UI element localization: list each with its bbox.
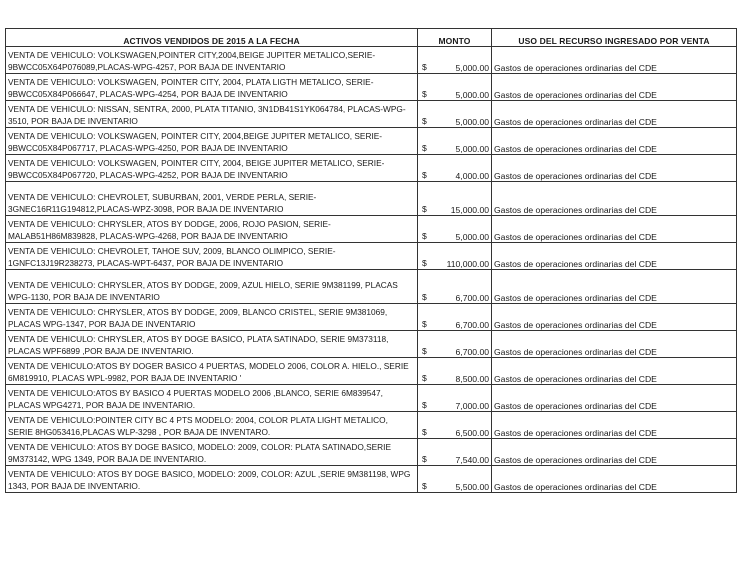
row-amount-cell — [418, 358, 492, 385]
currency-symbol: $ — [422, 143, 427, 153]
row-use: Gastos de operaciones ordinarias del CDE — [492, 385, 737, 412]
row-description: VENTA DE VEHICULO: CHRYSLER, ATOS BY DODGE, 2009, BLANCO CRISTEL, SERIE 9M381069, PLACAS WPG-1347, POR BAJA DE INVENTARIO — [6, 304, 418, 331]
table-row — [6, 47, 737, 74]
currency-symbol: $ — [422, 116, 427, 126]
row-description: VENTA DE VEHICULO: ATOS BY DOGE BASICO, MODELO: 2009, COLOR: AZUL ,SERIE 9M381198, WPG 1343, POR BAJA DE INVENTARIO. — [6, 466, 418, 493]
row-amount: 15,000.00 — [450, 205, 489, 215]
row-amount: 5,500.00 — [455, 482, 489, 492]
row-amount-cell — [418, 182, 492, 216]
row-amount-cell — [418, 439, 492, 466]
currency-symbol: $ — [422, 170, 427, 180]
currency-symbol: $ — [422, 292, 427, 302]
currency-symbol: $ — [422, 481, 427, 491]
row-use: Gastos de operaciones ordinarias del CDE — [492, 466, 737, 493]
row-amount: 8,500.00 — [455, 374, 489, 384]
header-description: ACTIVOS VENDIDOS DE 2015 A LA FECHA — [6, 29, 418, 47]
row-description: VENTA DE VEHICULO: CHEVROLET, TAHOE SUV, 2009, BLANCO OLIMPICO, SERIE-1GNFC13J19R238273, PLACAS-WPT-6437, POR BAJA DE INVENTARIO — [6, 243, 418, 270]
row-use: Gastos de operaciones ordinarias del CDE — [492, 128, 737, 155]
assets-sold-sheet — [5, 28, 736, 493]
row-amount-cell — [418, 155, 492, 182]
row-amount: 6,700.00 — [455, 347, 489, 357]
row-amount: 5,000.00 — [455, 144, 489, 154]
row-description: VENTA DE VEHICULO: VOLKSWAGEN, POINTER CITY, 2004, PLATA LIGTH METALICO, SERIE-9BWCC05X84P066647, PLACAS-WPG-4254, POR BAJA DE INVENTARIO — [6, 74, 418, 101]
row-use: Gastos de operaciones ordinarias del CDE — [492, 358, 737, 385]
currency-symbol: $ — [422, 231, 427, 241]
row-amount-cell — [418, 216, 492, 243]
row-amount: 4,000.00 — [455, 171, 489, 181]
row-amount: 5,000.00 — [455, 232, 489, 242]
table-row — [6, 216, 737, 243]
row-use: Gastos de operaciones ordinarias del CDE — [492, 74, 737, 101]
row-amount: 5,000.00 — [455, 117, 489, 127]
row-use: Gastos de operaciones ordinarias del CDE — [492, 216, 737, 243]
table-row — [6, 155, 737, 182]
row-description: VENTA DE VEHICULO:ATOS BY BASICO 4 PUERTAS MODELO 2006 ,BLANCO, SERIE 6M839547, PLACAS WPG4271, POR BAJA DE INVENTARIO. — [6, 385, 418, 412]
table-row — [6, 439, 737, 466]
row-use: Gastos de operaciones ordinarias del CDE — [492, 412, 737, 439]
table-row — [6, 128, 737, 155]
row-use: Gastos de operaciones ordinarias del CDE — [492, 155, 737, 182]
row-amount-cell — [418, 270, 492, 304]
table-row — [6, 358, 737, 385]
row-amount-cell — [418, 385, 492, 412]
row-use: Gastos de operaciones ordinarias del CDE — [492, 270, 737, 304]
table-row — [6, 74, 737, 101]
row-description: VENTA DE VEHICULO: VOLKSWAGEN, POINTER CITY, 2004, BEIGE JUPITER METALICO, SERIE-9BWCC05X84P067720, PLACAS-WPG-4252, POR BAJA DE INVENTARIO — [6, 155, 418, 182]
currency-symbol: $ — [422, 400, 427, 410]
row-amount: 7,540.00 — [455, 455, 489, 465]
row-amount-cell — [418, 101, 492, 128]
table-row — [6, 243, 737, 270]
row-description: VENTA DE VEHICULO: ATOS BY DOGE BASICO, MODELO: 2009, COLOR: PLATA SATINADO,SERIE 9M373142, WPG 1349, POR BAJA DE INVENTARIO. — [6, 439, 418, 466]
currency-symbol: $ — [422, 204, 427, 214]
row-amount-cell — [418, 304, 492, 331]
row-amount-cell — [418, 128, 492, 155]
currency-symbol: $ — [422, 258, 427, 268]
table-row — [6, 331, 737, 358]
row-amount: 7,000.00 — [455, 401, 489, 411]
row-description: VENTA DE VEHICULO: CHEVROLET, SUBURBAN, 2001, VERDE PERLA, SERIE-3GNEC16R11G194812,PLACAS-WPZ-3098, POR BAJA DE INVENTARIO — [6, 182, 418, 216]
row-amount-cell — [418, 243, 492, 270]
row-description: VENTA DE VEHICULO: CHRYSLER, ATOS BY DODGE, 2006, ROJO PASION, SERIE-MALAB51H86M839828, PLACAS-WPG-4268, POR BAJA DE INVENTARIO — [6, 216, 418, 243]
row-amount-cell — [418, 412, 492, 439]
currency-symbol: $ — [422, 373, 427, 383]
header-use: USO DEL RECURSO INGRESADO POR VENTA — [492, 29, 737, 47]
currency-symbol: $ — [422, 427, 427, 437]
table-header — [6, 29, 737, 47]
row-description: VENTA DE VEHICULO:ATOS BY DOGER BASICO 4 PUERTAS, MODELO 2006, COLOR A. HIELO., SERIE 6M819910, PLACAS WPL-9982, POR BAJA DE INVENTARIO ' — [6, 358, 418, 385]
row-use: Gastos de operaciones ordinarias del CDE — [492, 331, 737, 358]
currency-symbol: $ — [422, 319, 427, 329]
row-amount: 6,500.00 — [455, 428, 489, 438]
row-amount: 5,000.00 — [455, 90, 489, 100]
row-amount-cell — [418, 47, 492, 74]
row-use: Gastos de operaciones ordinarias del CDE — [492, 182, 737, 216]
row-amount: 5,000.00 — [455, 63, 489, 73]
table-row — [6, 412, 737, 439]
assets-sold-table — [5, 28, 737, 493]
row-use: Gastos de operaciones ordinarias del CDE — [492, 101, 737, 128]
header-amount: MONTO — [418, 29, 492, 47]
row-amount: 6,700.00 — [455, 320, 489, 330]
table-row — [6, 385, 737, 412]
row-amount-cell — [418, 466, 492, 493]
row-amount: 110,000.00 — [446, 259, 489, 269]
row-description: VENTA DE VEHICULO: CHRYSLER, ATOS BY DOGE BASICO, PLATA SATINADO, SERIE 9M373118, PLACAS WPF6899 ,POR BAJA DE INVENTARIO. — [6, 331, 418, 358]
table-row — [6, 101, 737, 128]
table-row — [6, 304, 737, 331]
currency-symbol: $ — [422, 454, 427, 464]
currency-symbol: $ — [422, 62, 427, 72]
row-use: Gastos de operaciones ordinarias del CDE — [492, 47, 737, 74]
table-row — [6, 466, 737, 493]
row-use: Gastos de operaciones ordinarias del CDE — [492, 439, 737, 466]
table-row — [6, 182, 737, 216]
row-description: VENTA DE VEHICULO:POINTER CITY BC 4 PTS MODELO: 2004, COLOR PLATA LIGHT METALICO, SERIE 8HG053416,PLACAS WLP-3298 , POR BAJA DE INVENTARO. — [6, 412, 418, 439]
table-body — [6, 47, 737, 493]
row-amount: 6,700.00 — [455, 293, 489, 303]
row-description: VENTA DE VEHICULO: VOLKSWAGEN, POINTER CITY, 2004,BEIGE JUPITER METALICO, SERIE-9BWCC05X84P067717, PLACAS-WPG-4250, POR BAJA DE INVENTARIO — [6, 128, 418, 155]
row-amount-cell — [418, 331, 492, 358]
row-use: Gastos de operaciones ordinarias del CDE — [492, 243, 737, 270]
row-description: VENTA DE VEHICULO: VOLKSWAGEN,POINTER CITY,2004,BEIGE JUPITER METALICO,SERIE-9BWCC05X64P076089,PLACAS-WPG-4257, POR BAJA DE INVENTARIO — [6, 47, 418, 74]
currency-symbol: $ — [422, 89, 427, 99]
row-description: VENTA DE VEHICULO: NISSAN, SENTRA, 2000, PLATA TITANIO, 3N1DB41S1YK064784, PLACAS-WPG-3510, POR BAJA DE INVENTARIO — [6, 101, 418, 128]
row-description: VENTA DE VEHICULO: CHRYSLER, ATOS BY DODGE, 2009, AZUL HIELO, SERIE 9M381199, PLACAS WPG-1130, POR BAJA DE INVENTARIO — [6, 270, 418, 304]
table-row — [6, 270, 737, 304]
row-amount-cell — [418, 74, 492, 101]
row-use: Gastos de operaciones ordinarias del CDE — [492, 304, 737, 331]
currency-symbol: $ — [422, 346, 427, 356]
